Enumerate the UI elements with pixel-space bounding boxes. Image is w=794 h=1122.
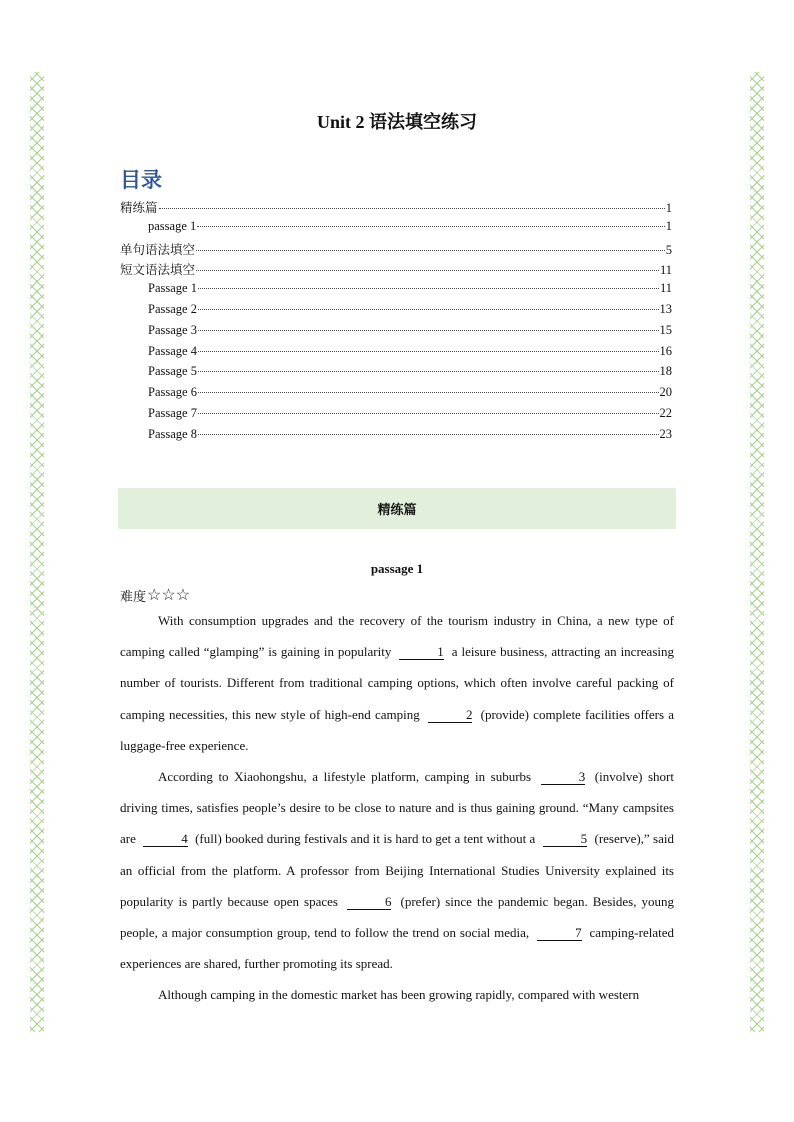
page-title: Unit 2 语法填空练习 xyxy=(316,112,477,132)
passage-text: According to Xiaohongshu, a lifestyle platform, camping in suburbs xyxy=(158,769,537,785)
toc-dot-leader xyxy=(198,434,659,435)
answer-blank[interactable]: 6 xyxy=(347,895,392,910)
section-banner: 精练篇 xyxy=(118,488,676,529)
toc-entry[interactable] xyxy=(120,302,672,323)
toc-entry-page: 16 xyxy=(659,343,672,358)
difficulty-label: 难度 xyxy=(120,588,147,604)
toc-entry-page: 22 xyxy=(659,405,672,420)
toc-dot-leader xyxy=(198,309,659,310)
toc-entry-page: 1 xyxy=(665,218,672,233)
answer-blank[interactable]: 5 xyxy=(543,832,588,847)
answer-blank[interactable]: 2 xyxy=(428,708,473,723)
toc-entry[interactable] xyxy=(120,364,672,385)
toc-dot-leader xyxy=(198,392,659,393)
passage-text: (reserve),” said an official from the platform. A professor from Beijing International Studies University explained its popularity is partly because open spaces xyxy=(120,831,674,909)
toc-entry[interactable] xyxy=(120,323,672,344)
passage-text: (involve) short driving times, satisfies people’s desire to be close to nature and is thus gaining ground. “Many campsites are xyxy=(120,769,674,847)
toc-dot-leader xyxy=(197,226,665,227)
decorative-border-right xyxy=(750,72,764,1032)
toc-entry-label: Passage 4 xyxy=(148,343,197,358)
toc-entry-label: Passage 3 xyxy=(148,322,197,337)
toc-dot-leader xyxy=(198,351,659,352)
passage-paragraph xyxy=(120,761,674,979)
toc-entry-label: Passage 2 xyxy=(148,301,197,316)
passage-text: a leisure business, attracting an increasing number of tourists. Different from traditional camping options, which often involve careful packing of camping necessities, this new style of high-end camping xyxy=(120,644,674,722)
decorative-border-left xyxy=(30,72,44,1032)
passage-text: Although camping in the domestic market has been growing rapidly, compared with western xyxy=(158,987,640,1003)
toc-entry-page: 1 xyxy=(665,201,672,215)
toc-entry[interactable] xyxy=(120,219,672,240)
toc-entry-page: 15 xyxy=(659,322,672,337)
passage-paragraph xyxy=(120,605,674,761)
toc-dot-leader xyxy=(159,208,665,209)
toc-dot-leader xyxy=(196,250,665,251)
toc-entry[interactable] xyxy=(120,198,672,219)
passage-text: (prefer) since the pandemic began. Besides, young people, a major consumption group, tend to follow the trend on social media, xyxy=(120,893,674,941)
toc-entry-page: 11 xyxy=(659,263,672,278)
toc-dot-leader xyxy=(198,413,659,414)
toc-dot-leader xyxy=(196,270,659,271)
toc-entry[interactable] xyxy=(120,260,672,281)
passage-title: passage 1 xyxy=(370,561,424,576)
answer-blank[interactable]: 3 xyxy=(541,770,586,785)
toc-entry-label: Passage 5 xyxy=(148,364,197,379)
answer-blank[interactable]: 1 xyxy=(399,645,444,660)
passage-text: camping-related experiences are shared, further promoting its spread. xyxy=(120,925,674,972)
passage-text: (provide) complete facilities offers a luggage-free experience. xyxy=(120,706,675,753)
toc-entry[interactable] xyxy=(120,427,672,448)
toc-entry-label: passage 1 xyxy=(148,218,197,233)
toc-dot-leader xyxy=(198,330,659,331)
toc-entry-page: 13 xyxy=(659,301,672,316)
toc-entry-page: 5 xyxy=(665,242,672,257)
passage-text: With consumption upgrades and the recovery of the tourism industry in China, a new type of camping called “glamping” is gaining in popularity xyxy=(120,613,674,660)
toc-entry[interactable] xyxy=(120,385,672,406)
toc-entry-label: Passage 1 xyxy=(148,281,197,296)
toc-entry-label: Passage 8 xyxy=(148,426,197,441)
toc-entry-page: 20 xyxy=(659,385,672,400)
toc-entry[interactable] xyxy=(120,281,672,302)
toc-entry-label: Passage 6 xyxy=(148,385,197,400)
toc-dot-leader xyxy=(198,288,659,289)
toc-entry[interactable] xyxy=(120,406,672,427)
toc-entry-page: 18 xyxy=(659,364,672,379)
toc-entry-page: 23 xyxy=(659,426,672,441)
toc-heading: 目录 xyxy=(120,168,162,192)
passage-text: (full) booked during festivals and it is hard to get a tent without a xyxy=(191,831,539,847)
toc-entry-page: 11 xyxy=(659,281,672,296)
passage-body xyxy=(120,605,674,1011)
toc-entry[interactable] xyxy=(120,344,672,365)
difficulty-rating xyxy=(120,585,190,605)
answer-blank[interactable]: 7 xyxy=(537,926,582,941)
table-of-contents xyxy=(120,198,672,448)
passage-paragraph xyxy=(120,979,674,1010)
toc-entry-label: 精练篇 xyxy=(120,201,158,215)
star-icon: ☆☆☆ xyxy=(147,587,191,604)
toc-entry-label: 单句语法填空 xyxy=(120,242,196,257)
toc-dot-leader xyxy=(198,371,659,372)
toc-entry-label: 短文语法填空 xyxy=(120,263,196,278)
toc-entry[interactable] xyxy=(120,240,672,261)
toc-entry-label: Passage 7 xyxy=(148,405,197,420)
answer-blank[interactable]: 4 xyxy=(143,832,188,847)
